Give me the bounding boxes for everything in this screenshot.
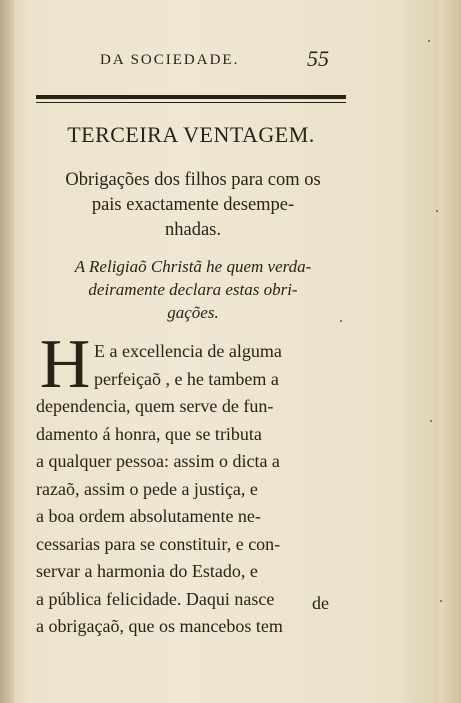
running-title: DA SOCIEDADE. bbox=[100, 52, 240, 68]
body-line: E a excellencia de alguma bbox=[94, 341, 282, 361]
italic-heading-line: gações. bbox=[167, 303, 219, 322]
body-line: a obrigaçaõ, que os mancebos tem bbox=[36, 616, 283, 636]
body-line: a pública felicidade. Daqui nasce bbox=[36, 588, 275, 609]
body-line: servar a harmonia do Estado, e bbox=[36, 561, 258, 581]
body-line: perfeiçaõ , e he tambem a bbox=[94, 368, 279, 389]
catchword: de bbox=[312, 593, 329, 613]
paper-speck bbox=[340, 320, 342, 322]
section-title: TERCEIRA VENTAGEM. bbox=[67, 122, 315, 147]
paper-speck bbox=[430, 420, 432, 422]
subtitle-line: Obrigações dos filhos para com os bbox=[65, 170, 321, 190]
body-line: a boa ordem absolutamente ne- bbox=[36, 506, 261, 526]
subtitle-line: nhadas. bbox=[165, 220, 221, 240]
italic-heading-line: deiramente declara estas obri- bbox=[88, 280, 298, 299]
body-line: dependencia, quem serve de fun- bbox=[36, 396, 274, 416]
subtitle-line: pais exactamente desempe- bbox=[91, 195, 295, 215]
paper-speck bbox=[428, 40, 430, 42]
section-subtitle bbox=[40, 168, 346, 243]
body-paragraph bbox=[36, 338, 348, 641]
body-line: razaõ, assim o pede a justiça, e bbox=[36, 478, 258, 499]
header-rule-thick bbox=[36, 95, 346, 99]
drop-cap: H bbox=[39, 326, 91, 403]
body-line: a qualquer pessoa: assim o dicta a bbox=[36, 451, 280, 471]
body-line: damento á honra, que se tributa bbox=[36, 423, 262, 444]
italic-heading bbox=[40, 255, 346, 324]
paper-speck bbox=[440, 600, 442, 602]
page-edge bbox=[439, 0, 461, 703]
header-rule-thin bbox=[36, 102, 346, 103]
page-gutter bbox=[0, 0, 14, 703]
italic-heading-line: A Religiaõ Christã he quem verda- bbox=[74, 257, 312, 276]
body-line: cessarias para se constituir, e con- bbox=[36, 533, 281, 554]
page-number: 55 bbox=[307, 46, 329, 71]
paper-speck bbox=[436, 210, 438, 212]
